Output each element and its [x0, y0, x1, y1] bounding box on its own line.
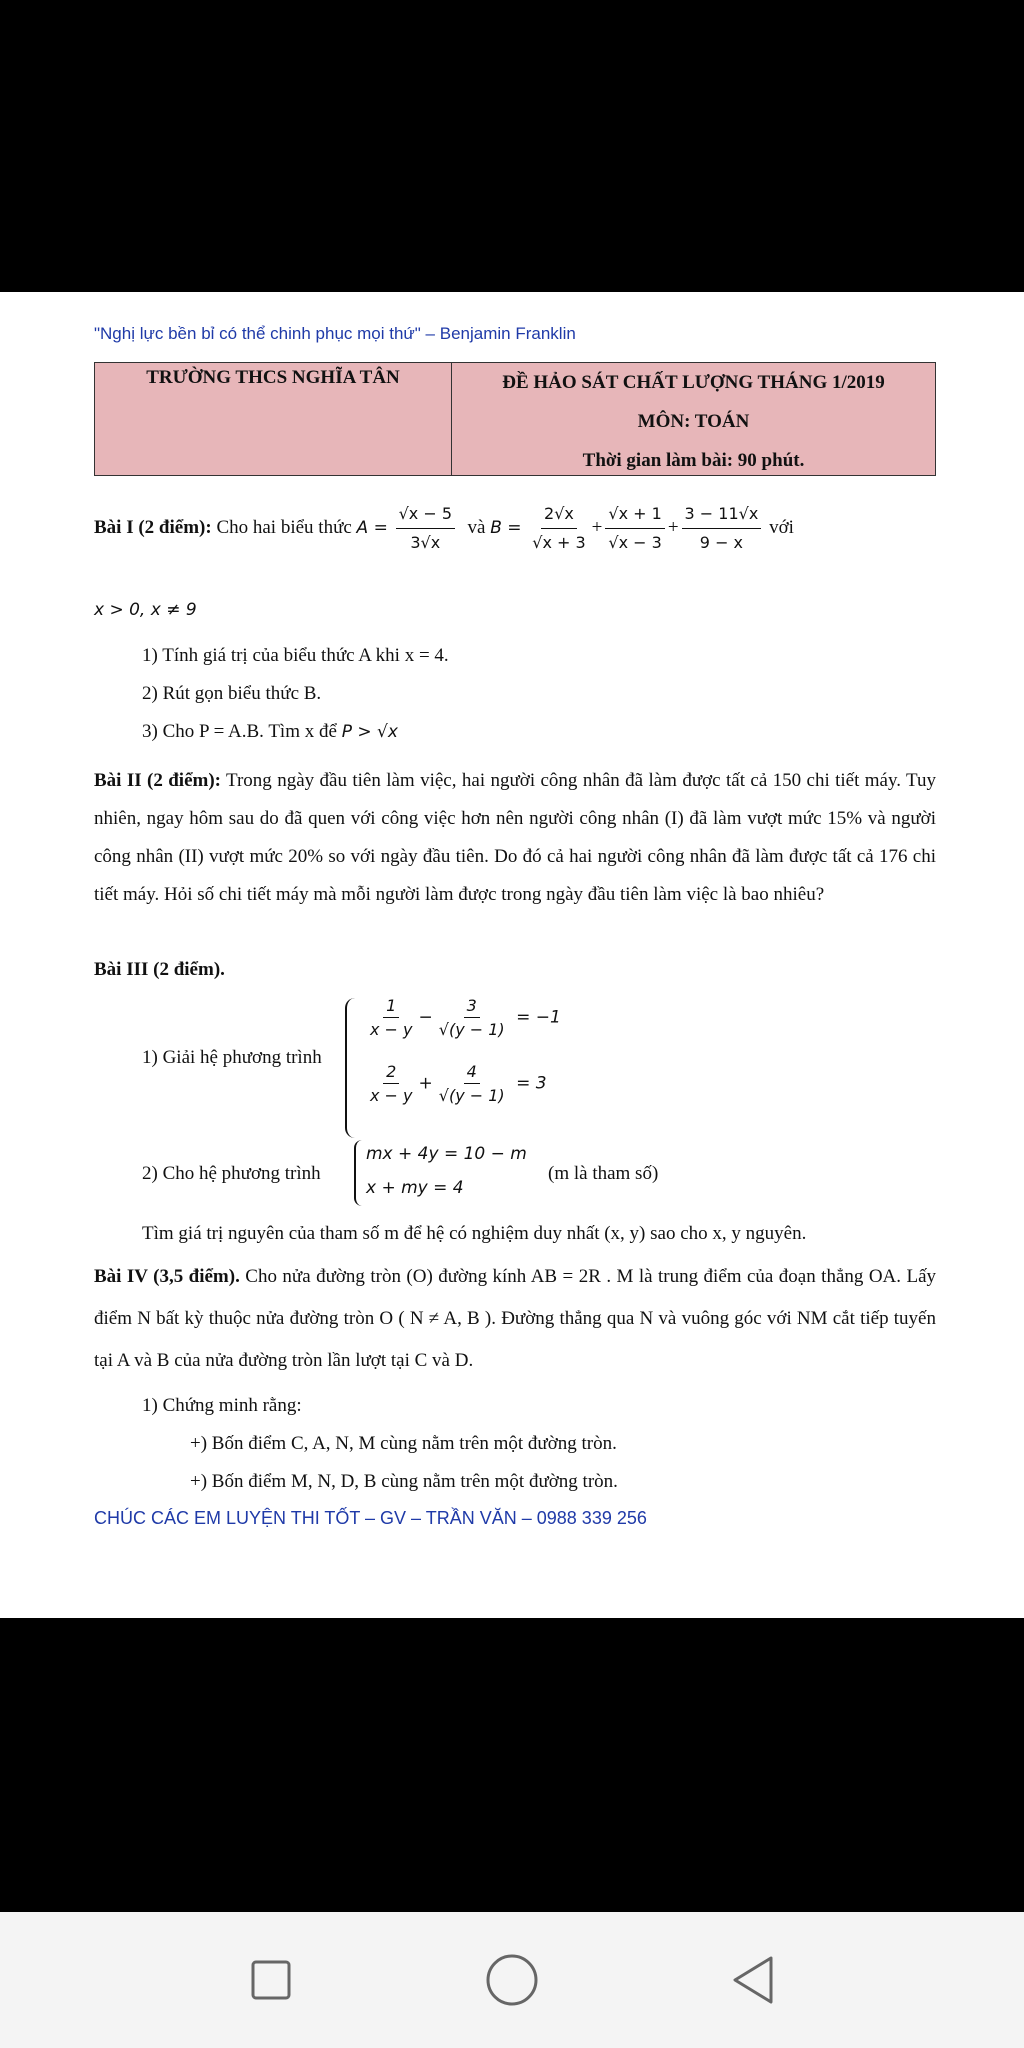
- bai4-q1: 1) Chứng minh rằng:: [142, 1395, 302, 1416]
- bai4-paragraph: [94, 1256, 936, 1382]
- recent-apps-button[interactable]: [241, 1950, 301, 2010]
- eq2-f2-den: √(y − 1): [438, 1086, 505, 1105]
- bai2-paragraph: [94, 762, 936, 914]
- quote-line: "Nghị lực bền bỉ có thể chinh phục mọi thứ" – Benjamin Franklin: [94, 324, 576, 343]
- b3-denominator: 9 − x: [699, 533, 744, 552]
- bai1-q3-text: 3) Cho P = A.B. Tìm x để: [142, 721, 337, 742]
- a-numerator: √x − 5: [396, 502, 455, 529]
- system2-eq1: mx + 4y = 10 − m: [366, 1144, 527, 1164]
- top-black-area: [0, 0, 1024, 292]
- back-button[interactable]: [723, 1950, 783, 2010]
- circle-icon: [484, 1952, 540, 2008]
- bai3-heading: Bài III (2 điểm).: [94, 959, 225, 980]
- system1-eq2: $\frac{2}{x - y}$ + $\frac{4}{√(y - 1)}$ = 3: [364, 1062, 547, 1105]
- bai1-q2: 2) Rút gọn biểu thức B.: [142, 683, 322, 704]
- b-fraction-2: [605, 502, 664, 555]
- eq1-f2-num: 3: [464, 996, 480, 1018]
- bai1-intro: Cho hai biểu thức: [216, 516, 352, 538]
- home-button[interactable]: [482, 1950, 542, 2010]
- bai2-text: Trong ngày đầu tiên làm việc, hai người công nhân đã làm được tất cả 150 chi tiết máy. Tuy nhiên, ngay hôm sau do đã quen với công việc hơn nên người công nhân (I) đã làm vượt mức 15% và người công nhân (II) vượt mức 20% so với ngày đầu tiên. Do đó cả hai người công nhân đã làm được tất cả 176 chi tiết máy. Hỏi số chi tiết máy mà mỗi người làm được trong ngày đầu tiên làm việc là bao nhiêu?: [94, 770, 936, 905]
- b-fraction-1: [529, 502, 588, 555]
- exam-title: ĐỀ HẢO SÁT CHẤT LƯỢNG THÁNG 1/2019: [502, 372, 885, 393]
- bai1-heading: Bài I (2 điểm):: [94, 516, 212, 538]
- bottom-black-area: [0, 1618, 1024, 1912]
- bai1-condition: x > 0, x ≠ 9: [94, 600, 197, 620]
- eq1-f1-num: 1: [383, 996, 399, 1018]
- system1-brace: [345, 998, 363, 1138]
- eq1-rhs: = −1: [516, 1007, 561, 1028]
- eq2-f1-num: 2: [383, 1062, 399, 1084]
- header-table: [94, 362, 936, 476]
- eq2-rhs: = 3: [516, 1073, 547, 1094]
- triangle-back-icon: [729, 1954, 777, 2006]
- eq2-f2-num: 4: [464, 1062, 480, 1084]
- square-icon: [249, 1958, 293, 2002]
- b1-denominator: √x + 3: [532, 533, 586, 552]
- b2-denominator: √x − 3: [608, 533, 662, 552]
- bai4-q1b: +) Bốn điểm M, N, D, B cùng nằm trên một đường tròn.: [190, 1471, 618, 1492]
- b1-numerator: 2√x: [541, 502, 577, 529]
- a-denominator: 3√x: [410, 533, 441, 552]
- bai3-q1-text: 1) Giải hệ phương trình: [142, 1047, 322, 1068]
- bai2-heading: Bài II (2 điểm):: [94, 770, 221, 791]
- eq1-f2-den: √(y − 1): [438, 1020, 505, 1039]
- b2-numerator: √x + 1: [605, 502, 664, 529]
- param-note: (m là tham số): [548, 1163, 659, 1184]
- a-fraction: [396, 502, 455, 555]
- bai4-heading: Bài IV (3,5 điểm).: [94, 1266, 240, 1287]
- android-navigation-bar: [0, 1912, 1024, 2048]
- exam-info: [452, 363, 935, 475]
- with-word: với: [769, 516, 794, 538]
- system1-eq1: $\frac{1}{x - y}$ − $\frac{3}{√(y - 1)}$ = −1: [364, 996, 561, 1039]
- bai4-text: Cho nửa đường tròn (O) đường kính AB = 2R . M là trung điểm của đoạn thẳng OA. Lấy điểm N bất kỳ thuộc nửa đường tròn O ( N ≠ A, B ). Đường thẳng qua N và vuông góc với NM cắt tiếp tuyến tại A và B của nửa đường tròn lần lượt tại C và D.: [94, 1266, 937, 1371]
- bai1-q1: 1) Tính giá trị của biểu thức A khi x = 4.: [142, 645, 449, 666]
- eq1-f1-den: x − y: [370, 1020, 413, 1039]
- bai3-q2-text: 2) Cho hệ phương trình: [142, 1163, 321, 1184]
- bai1-q3: [142, 720, 398, 744]
- and-word: và: [467, 516, 486, 538]
- footer-line: CHÚC CÁC EM LUYỆN THI TỐT – GV – TRẦN VĂN – 0988 339 256: [94, 1508, 647, 1528]
- b3-numerator: 3 − 11√x: [682, 502, 762, 529]
- bai3-q2-ask: Tìm giá trị nguyên của tham số m để hệ có nghiệm duy nhất (x, y) sao cho x, y nguyên.: [142, 1223, 807, 1244]
- document-page: [0, 292, 1024, 1618]
- b-label: B =: [490, 517, 522, 538]
- system2-eq2: x + my = 4: [366, 1178, 464, 1198]
- eq2-f1-den: x − y: [370, 1086, 413, 1105]
- exam-subject: MÔN: TOÁN: [637, 411, 750, 432]
- bai4-q1a: +) Bốn điểm C, A, N, M cùng nằm trên một đường tròn.: [190, 1433, 617, 1454]
- bai1-q3-math: P > √x: [341, 722, 398, 742]
- bai1-line: Bài I (2 điểm): Cho hai biểu thức A = $\frac{√x - 5}{3√x}$ và B = $\frac{2√x}{√x + 3}$ + $\frac{√x + 1}{√x - 3}$ + $\frac{3 - 11√x}{9 - x}$ với: [94, 502, 794, 555]
- school-name: TRƯỜNG THCS NGHĨA TÂN: [95, 363, 452, 475]
- a-label: A =: [356, 517, 388, 538]
- exam-duration: Thời gian làm bài: 90 phút.: [582, 450, 805, 471]
- b-fraction-3: [682, 502, 762, 555]
